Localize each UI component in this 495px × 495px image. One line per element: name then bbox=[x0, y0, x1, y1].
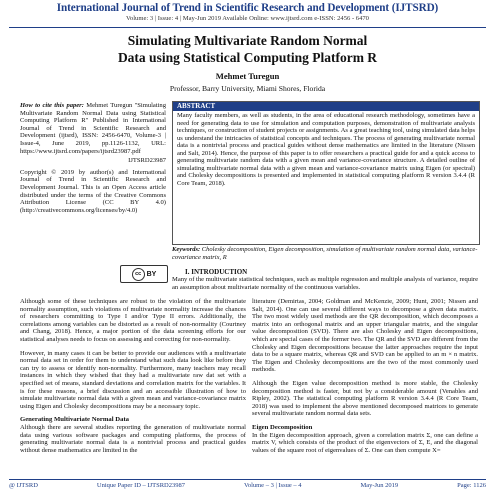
citation-body: Mehmet Turegun "Simulating Multivariate Random Normal Data using Statistical Computing Platform R" Published in International Journal of Trend in Scientific Research and Development (ijtsrd), ISSN: 2456-6470, Volume-3 | Issue-4, June 2019, pp.1126-1132, URL: https://www.ijtsrd.com/papers/ijtsrd23987.pdf bbox=[20, 102, 166, 155]
paragraph: Although there are several studies reporting the generation of multivariate normal data using various software packages and computing platforms, the process of generating multivariate normal data is a nontrivial process and practical guides without dense mathematics are limited in the bbox=[20, 423, 246, 454]
introduction-paragraph: Many of the multivariate statistical techniques, such as multiple regression and multiple analysis of variance, require an assumption about multivariate normality of the continuous variables. bbox=[172, 276, 478, 291]
page-footer bbox=[9, 482, 486, 489]
copyright-text: Copyright © 2019 by author(s) and International Journal of Trend in Scientific Research and Development Journal. This is an Open Access article distributed under the terms of the Creative Commons Attribution License (CC BY 4.0) (http://creativecommons.org/licenses/by/4.0) bbox=[20, 168, 166, 214]
paper-id: IJTSRD23987 bbox=[128, 157, 166, 165]
paragraph: literature (Demirtas, 2004; Goldman and McKenzie, 2009; Hunt, 2001; Nissen and Salt, 2014). One can use several different ways to decompose a given data matrix. The two most widely used methods are the QR decomposition, which decomposes a matrix into an orthogonal matrix and an upper triangular matrix, and the singular value decomposition (SVD). There are also Cholesky and Eigen decompositions, which are special cases of the former two. The QR and the SVD are different from the Cholesky and Eigen decompositions because the latter approaches require the input data to be a square matrix, whereas QR and SVD can be applied to an m × n matrix. The Eigen and Cholesky decompositions are the two of the most commonly used methods. bbox=[252, 298, 478, 374]
header-rule bbox=[9, 27, 486, 28]
footer-page: Page: 1126 bbox=[457, 482, 486, 489]
cc-license-badge bbox=[120, 265, 168, 283]
paragraph: However, in many cases it can be better to provide our audiences with a multivariate normal data set in order for them to understand what such data look like before they can try to assess or identify non-normality. Furthermore, many teachers may recall instances in which they wished that they had a multivariate raw dat set with a specified set of means, standard deviations and correlation matrix for the variables. It is for these reasons, a brief discussion and an accessible illustration of how to simulate multivariate normal data with a given mean and variance-covariance matrix using Eigen and Cholesky decompositions may be a necessary topic. bbox=[20, 349, 246, 410]
footer-paper-id: Unique Paper ID – IJTSRD23987 bbox=[96, 482, 185, 489]
footer-date: May-Jun 2019 bbox=[360, 482, 399, 489]
citation-label: How to cite this paper: bbox=[20, 102, 84, 109]
paragraph: Although the Eigen value decomposition method is more stable, the Cholesky decomposition method is faster, but not by a considerable amount (Venables and Ripley, 2002). The statistical computing platform R version 3.4.4 (R Core Team, 2018) was used to implement the above mentioned decomposed matrices to generate several multivariate random normal data sets. bbox=[252, 379, 478, 418]
author-affiliation: Professor, Barry University, Miami Shores, Florida bbox=[169, 84, 326, 93]
footer-journal: @ IJTSRD bbox=[9, 482, 38, 489]
keywords-text: Cholesky decomposition, Eigen decomposition, simulation of multivariate random normal data, variance-covariance matrix, R bbox=[172, 246, 478, 261]
body-column-left bbox=[20, 298, 246, 454]
footer-rule bbox=[9, 479, 486, 480]
paper-title-line1: Simulating Multivariate Random Normal bbox=[127, 33, 368, 48]
author-name: Mehmet Turegun bbox=[215, 71, 280, 81]
cc-icon: cc bbox=[132, 268, 145, 281]
subsection-heading: Eigen Decomposition bbox=[252, 423, 313, 431]
cc-by-label: BY bbox=[146, 270, 157, 278]
introduction-text bbox=[172, 276, 478, 291]
subsection-heading: Generating Multivariate Normal Data bbox=[20, 416, 130, 424]
journal-header bbox=[0, 2, 495, 22]
paragraph: In the Eigen decomposition approach, given a correlation matrix Σ, one can define a matrix V, which consists of the product of the eigenvectors of Σ, E, and the diagonal values of the square root of eigenvalues of Σ. One can then compute X= bbox=[252, 431, 478, 454]
body-column-right bbox=[252, 298, 478, 454]
citation-block bbox=[20, 102, 166, 214]
keywords bbox=[172, 246, 478, 261]
journal-title: International Journal of Trend in Scientific Research and Development (IJTSRD) bbox=[56, 2, 439, 14]
paper-title-line2: Data using Statistical Computing Platform R bbox=[117, 50, 378, 65]
citation-text bbox=[20, 102, 166, 155]
abstract-heading: ABSTRACT bbox=[173, 102, 479, 111]
paragraph: Although some of these techniques are robust to the violation of the multivariate normality assumption, such violations of multivariate normality increase the chances of researchers committing to Type I and/or Type II errors. Additionally, the correlations among variables can be distorted as a result of non-normality (Courtney and Chang, 2018). Hence, a major portion of the data screening efforts for our statistical analyses needs to focus on assessing and correcting for non-normality. bbox=[20, 298, 246, 343]
footer-volume: Volume – 3 | Issue – 4 bbox=[243, 482, 302, 489]
keywords-label: Keywords: bbox=[172, 246, 201, 253]
abstract-text: Many faculty members, as well as students, in the area of educational research methodology, sometimes have a need for generating data to use for simulation and computation purposes, demonstration of multivariate analysis techniques, or construction of student projects or assignments. As a great teaching tool, using simulated data helps us understand the intricacies of statistical concepts and techniques. The process of generating multivariate normal data is a nontrivial process and practical guides without dense mathematics are limited in the literature (Nissen and Salt, 2014). Hence, the purpose of this paper is to offer researchers a practical guide for and a quick access to generating multivariate random data with a given mean and variance-covariance structure. A detailed outline of simulating multivariate normal data with a given mean and variance-covariance matrix using Eigen (or spectral) and Cholesky decompositions is presented and implemented in statistical computing platform R version 3.4.4 (R Core Team, 2018). bbox=[177, 112, 475, 187]
abstract-box bbox=[172, 101, 480, 245]
section-heading-introduction: I. INTRODUCTION bbox=[185, 268, 248, 276]
journal-meta: Volume: 3 | Issue: 4 | May-Jun 2019 Available Online: www.ijtsrd.com e-ISSN: 2456 - 6470 bbox=[126, 15, 369, 22]
